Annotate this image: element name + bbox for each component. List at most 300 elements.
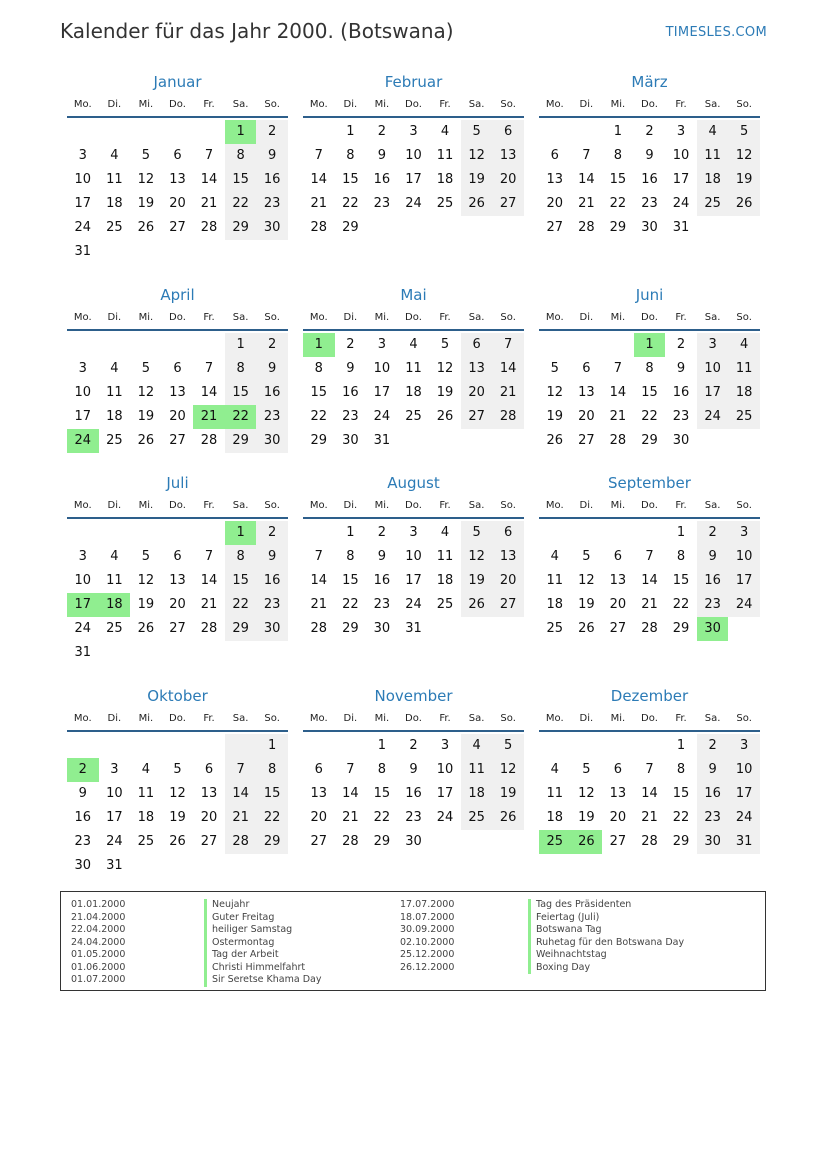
month-juni [539, 283, 760, 453]
month-märz [539, 70, 760, 240]
day-cell: 1 [346, 525, 355, 540]
day-cell: 20 [169, 597, 186, 612]
day-cell: 17 [74, 196, 92, 211]
day-cell: 1 [676, 525, 686, 540]
day-cell: 4 [141, 762, 151, 777]
day-cell: 3 [409, 525, 418, 540]
day-cell: 7 [645, 549, 654, 564]
day-cell: 5 [141, 361, 151, 376]
day-cell: 26 [137, 220, 155, 235]
day-cell: 26 [546, 433, 564, 448]
day-grid [303, 521, 524, 641]
day-cell: 23 [256, 405, 288, 429]
day-cell: 15 [672, 573, 690, 588]
holiday-day-cell: 1 [634, 333, 666, 357]
day-cell: 16 [256, 569, 288, 593]
weekday-label: Mi. [138, 713, 154, 724]
month-name: April [160, 286, 195, 304]
day-cell: 23 [74, 834, 92, 849]
weekday-label: Mo. [309, 99, 328, 110]
day-cell: 8 [645, 361, 654, 376]
day-cell: 17 [74, 409, 92, 424]
day-cell: 24 [74, 621, 92, 636]
weekday-label: Mo. [73, 500, 92, 511]
day-cell: 17 [405, 573, 422, 588]
day-cell: 3 [110, 762, 119, 777]
day-cell: 22 [342, 597, 359, 612]
day-cell: 14 [641, 786, 658, 801]
day-cell: 23 [641, 196, 658, 211]
day-cell: 27 [169, 220, 186, 235]
day-cell: 29 [373, 834, 391, 849]
day-cell: 16 [672, 385, 690, 400]
day-cell: 19 [461, 569, 493, 593]
empty-cell [634, 521, 666, 545]
day-cell: 26 [728, 192, 760, 216]
day-cell: 17 [436, 786, 454, 801]
weekday-label: Mo. [309, 312, 328, 323]
day-cell: 28 [641, 834, 658, 849]
day-cell: 23 [697, 806, 729, 830]
day-cell: 12 [546, 385, 564, 400]
holiday-day-cell: 17 [67, 593, 99, 617]
weekday-label: Fr. [203, 312, 215, 323]
day-cell: 18 [106, 196, 123, 211]
legend-name: Ruhetag für den Botswana Day [528, 937, 684, 950]
day-cell: 16 [373, 573, 391, 588]
day-cell: 16 [641, 172, 658, 187]
day-cell: 10 [697, 357, 729, 381]
empty-cell [162, 521, 194, 545]
day-cell: 4 [409, 337, 418, 352]
holiday-day-cell: 30 [697, 617, 729, 641]
weekday-label: Di. [579, 713, 594, 724]
day-cell: 11 [546, 573, 564, 588]
day-cell: 27 [609, 621, 627, 636]
day-cell: 6 [204, 762, 214, 777]
day-cell: 2 [256, 521, 288, 545]
day-cell: 22 [256, 806, 288, 830]
legend-date: 26.12.2000 [400, 961, 455, 973]
day-cell: 8 [225, 144, 257, 168]
day-cell: 3 [78, 148, 87, 163]
weekday-header [303, 708, 524, 732]
day-cell: 8 [225, 545, 257, 569]
empty-cell [539, 333, 571, 357]
day-cell: 30 [405, 834, 422, 849]
day-cell: 3 [728, 734, 760, 758]
month-name: Januar [153, 73, 202, 91]
day-cell: 14 [641, 573, 658, 588]
day-cell: 10 [728, 758, 760, 782]
empty-cell [130, 734, 162, 758]
day-cell: 14 [578, 172, 595, 187]
day-cell: 13 [461, 357, 493, 381]
day-cell: 18 [137, 810, 155, 825]
day-cell: 20 [492, 569, 524, 593]
day-cell: 5 [582, 549, 591, 564]
day-cell: 15 [342, 172, 359, 187]
weekday-label: Do. [405, 713, 422, 724]
day-cell: 18 [728, 381, 760, 405]
weekday-label: Do. [405, 99, 422, 110]
day-cell: 15 [225, 381, 257, 405]
day-cell: 11 [405, 361, 422, 376]
day-cell: 31 [74, 645, 92, 660]
legend-date: 01.01.2000 [71, 899, 126, 910]
day-cell: 19 [436, 385, 454, 400]
day-cell: 26 [492, 806, 524, 830]
weekday-label: Mo. [545, 312, 564, 323]
weekday-header [539, 495, 760, 519]
day-cell: 13 [310, 786, 328, 801]
day-cell: 28 [641, 621, 658, 636]
day-cell: 6 [613, 762, 623, 777]
day-cell: 12 [169, 786, 186, 801]
day-cell: 14 [310, 573, 328, 588]
day-cell: 26 [436, 409, 454, 424]
empty-cell [303, 120, 335, 144]
weekday-label: Do. [405, 312, 422, 323]
day-cell: 12 [137, 172, 155, 187]
day-grid [539, 333, 760, 453]
month-name: Juli [166, 474, 189, 492]
day-cell: 11 [106, 385, 123, 400]
day-cell: 15 [225, 569, 257, 593]
weekday-label: Mi. [374, 99, 390, 110]
day-cell: 11 [106, 172, 123, 187]
day-cell: 23 [342, 409, 359, 424]
day-cell: 24 [405, 597, 422, 612]
day-cell: 27 [492, 593, 524, 617]
month-juli [67, 471, 288, 665]
holiday-legend [60, 891, 766, 991]
day-cell: 21 [225, 806, 257, 830]
day-cell: 25 [697, 192, 729, 216]
legend-name: Guter Freitag [204, 912, 321, 925]
weekday-label: Sa. [468, 500, 485, 511]
day-cell: 15 [672, 786, 690, 801]
day-cell: 7 [613, 361, 623, 376]
day-cell: 25 [106, 621, 123, 636]
empty-cell [539, 734, 571, 758]
month-name: Mai [400, 286, 427, 304]
day-cell: 21 [609, 409, 627, 424]
day-cell: 20 [169, 409, 186, 424]
day-cell: 3 [78, 549, 87, 564]
day-cell: 18 [461, 782, 493, 806]
day-cell: 30 [641, 220, 658, 235]
day-cell: 7 [582, 148, 591, 163]
weekday-label: Mi. [138, 312, 154, 323]
day-cell: 30 [373, 621, 391, 636]
day-cell: 14 [200, 573, 218, 588]
day-cell: 14 [342, 786, 359, 801]
day-cell: 29 [256, 830, 288, 854]
weekday-label: Mi. [374, 312, 390, 323]
day-cell: 13 [169, 172, 186, 187]
day-cell: 13 [546, 172, 564, 187]
day-cell: 19 [492, 782, 524, 806]
weekday-label: Sa. [232, 713, 249, 724]
day-cell: 19 [137, 597, 155, 612]
day-cell: 30 [342, 433, 359, 448]
month-april [67, 283, 288, 453]
day-cell: 23 [373, 597, 391, 612]
weekday-label: Di. [107, 99, 122, 110]
weekday-label: Sa. [704, 312, 721, 323]
empty-cell [67, 521, 99, 545]
day-grid [303, 120, 524, 240]
empty-cell [67, 333, 99, 357]
weekday-header [67, 495, 288, 519]
day-cell: 21 [641, 810, 658, 825]
day-cell: 31 [106, 858, 123, 873]
month-mai [303, 283, 524, 453]
weekday-label: Sa. [468, 312, 485, 323]
day-cell: 4 [440, 124, 450, 139]
day-cell: 14 [310, 172, 328, 187]
day-cell: 29 [225, 617, 257, 641]
holiday-day-cell: 18 [99, 593, 131, 617]
day-grid [303, 734, 524, 854]
day-cell: 1 [613, 124, 623, 139]
day-cell: 25 [106, 433, 123, 448]
day-cell: 20 [310, 810, 328, 825]
legend-dates-right [400, 899, 454, 974]
empty-cell [634, 734, 666, 758]
weekday-label: Mi. [610, 99, 626, 110]
empty-cell [162, 333, 194, 357]
legend-name: Weihnachtstag [528, 949, 684, 962]
day-cell: 16 [74, 810, 92, 825]
weekday-label: Sa. [704, 713, 721, 724]
day-cell: 31 [672, 220, 690, 235]
day-cell: 21 [310, 597, 328, 612]
day-cell: 11 [461, 758, 493, 782]
weekday-label: Mo. [309, 500, 328, 511]
day-cell: 14 [200, 385, 218, 400]
day-cell: 13 [169, 573, 186, 588]
weekday-label: So. [264, 99, 280, 110]
day-cell: 19 [169, 810, 186, 825]
day-cell: 11 [106, 573, 123, 588]
day-cell: 14 [492, 357, 524, 381]
weekday-label: Sa. [468, 713, 485, 724]
day-grid [67, 333, 288, 453]
day-cell: 7 [204, 361, 214, 376]
day-cell: 2 [697, 521, 729, 545]
day-cell: 15 [641, 385, 658, 400]
day-cell: 3 [676, 124, 686, 139]
weekday-label: Fr. [675, 312, 687, 323]
day-cell: 16 [373, 172, 391, 187]
brand-link[interactable]: TIMESLES.COM [665, 25, 767, 40]
day-cell: 9 [697, 545, 729, 569]
empty-cell [571, 120, 603, 144]
weekday-label: Di. [579, 99, 594, 110]
weekday-header [67, 708, 288, 732]
weekday-label: Di. [343, 312, 358, 323]
day-grid [539, 734, 760, 854]
day-cell: 13 [200, 786, 218, 801]
day-cell: 26 [461, 593, 493, 617]
day-cell: 7 [204, 148, 214, 163]
day-cell: 3 [377, 337, 387, 352]
day-cell: 3 [409, 124, 418, 139]
day-cell: 11 [436, 148, 454, 163]
day-cell: 12 [492, 758, 524, 782]
day-cell: 29 [225, 429, 257, 453]
legend-name: Sir Seretse Khama Day [204, 974, 321, 987]
holiday-day-cell: 1 [225, 521, 257, 545]
day-cell: 22 [641, 409, 658, 424]
day-cell: 3 [440, 738, 450, 753]
empty-cell [193, 521, 225, 545]
weekday-label: So. [736, 713, 752, 724]
legend-date: 30.09.2000 [400, 924, 455, 935]
weekday-label: Do. [169, 500, 186, 511]
weekday-header [303, 307, 524, 331]
empty-cell [99, 333, 131, 357]
weekday-label: Sa. [468, 99, 485, 110]
day-cell: 24 [728, 806, 760, 830]
legend-name: Botswana Tag [528, 924, 684, 937]
day-grid [303, 333, 524, 453]
day-cell: 17 [728, 569, 760, 593]
legend-name: Neujahr [204, 899, 321, 912]
day-cell: 19 [578, 597, 595, 612]
legend-date: 17.07.2000 [400, 899, 455, 910]
day-cell: 17 [106, 810, 123, 825]
day-cell: 22 [225, 192, 257, 216]
month-januar [67, 70, 288, 264]
legend-date: 22.04.2000 [71, 924, 126, 935]
holiday-day-cell: 2 [67, 758, 99, 782]
holiday-day-cell: 25 [539, 830, 571, 854]
day-cell: 17 [373, 385, 391, 400]
day-cell: 5 [582, 762, 591, 777]
weekday-label: Di. [107, 500, 122, 511]
day-cell: 22 [672, 810, 690, 825]
day-cell: 2 [377, 124, 387, 139]
day-cell: 5 [440, 337, 450, 352]
day-cell: 28 [342, 834, 359, 849]
day-cell: 19 [546, 409, 564, 424]
legend-date: 02.10.2000 [400, 936, 455, 948]
weekday-label: Fr. [439, 99, 451, 110]
day-cell: 23 [256, 192, 288, 216]
day-cell: 2 [409, 738, 418, 753]
empty-cell [571, 734, 603, 758]
day-cell: 25 [106, 220, 123, 235]
weekday-label: Di. [343, 713, 358, 724]
legend-dates-left [71, 899, 125, 987]
day-cell: 5 [461, 521, 493, 545]
empty-cell [162, 734, 194, 758]
day-cell: 19 [578, 810, 595, 825]
day-cell: 7 [645, 762, 654, 777]
weekday-label: So. [264, 713, 280, 724]
day-cell: 7 [204, 549, 214, 564]
day-cell: 18 [697, 168, 729, 192]
day-cell: 11 [546, 786, 564, 801]
day-cell: 23 [697, 593, 729, 617]
day-cell: 27 [310, 834, 328, 849]
day-cell: 17 [672, 172, 690, 187]
weekday-label: Do. [405, 500, 422, 511]
day-cell: 4 [550, 549, 559, 564]
holiday-day-cell: 1 [303, 333, 335, 357]
day-cell: 6 [613, 549, 623, 564]
day-cell: 3 [728, 521, 760, 545]
day-cell: 16 [697, 782, 729, 806]
day-cell: 20 [200, 810, 218, 825]
day-cell: 3 [78, 361, 87, 376]
weekday-label: Do. [641, 312, 658, 323]
empty-cell [99, 120, 131, 144]
legend-date: 01.05.2000 [71, 949, 126, 960]
weekday-label: Mo. [73, 99, 92, 110]
day-cell: 25 [728, 405, 760, 429]
day-cell: 8 [256, 758, 288, 782]
legend-name: Feiertag (Juli) [528, 912, 684, 925]
day-cell: 15 [310, 385, 328, 400]
day-cell: 12 [461, 144, 493, 168]
day-cell: 28 [200, 433, 218, 448]
day-cell: 7 [225, 758, 257, 782]
empty-cell [225, 734, 257, 758]
weekday-label: Sa. [232, 500, 249, 511]
day-cell: 12 [137, 385, 155, 400]
day-cell: 29 [342, 621, 359, 636]
empty-cell [67, 734, 99, 758]
day-cell: 13 [492, 545, 524, 569]
month-name: September [608, 474, 691, 492]
day-cell: 24 [672, 196, 690, 211]
weekday-header [539, 307, 760, 331]
day-cell: 20 [578, 409, 595, 424]
day-cell: 13 [169, 385, 186, 400]
legend-date: 18.07.2000 [400, 911, 455, 923]
day-cell: 17 [697, 381, 729, 405]
weekday-label: Fr. [675, 713, 687, 724]
day-cell: 18 [546, 810, 564, 825]
month-oktober [67, 684, 288, 878]
day-cell: 31 [405, 621, 422, 636]
day-cell: 13 [492, 144, 524, 168]
day-cell: 28 [492, 405, 524, 429]
day-cell: 22 [310, 409, 328, 424]
weekday-label: Fr. [675, 99, 687, 110]
day-cell: 13 [578, 385, 595, 400]
day-cell: 19 [461, 168, 493, 192]
weekday-label: Mi. [374, 500, 390, 511]
day-cell: 18 [546, 597, 564, 612]
day-cell: 14 [609, 385, 627, 400]
day-cell: 28 [225, 830, 257, 854]
day-cell: 15 [609, 172, 627, 187]
day-cell: 28 [609, 433, 627, 448]
day-cell: 7 [492, 333, 524, 357]
day-cell: 4 [110, 148, 119, 163]
day-cell: 9 [377, 148, 387, 163]
day-cell: 15 [225, 168, 257, 192]
day-cell: 4 [697, 120, 729, 144]
weekday-label: Di. [579, 312, 594, 323]
day-cell: 20 [609, 597, 627, 612]
day-cell: 10 [405, 549, 422, 564]
